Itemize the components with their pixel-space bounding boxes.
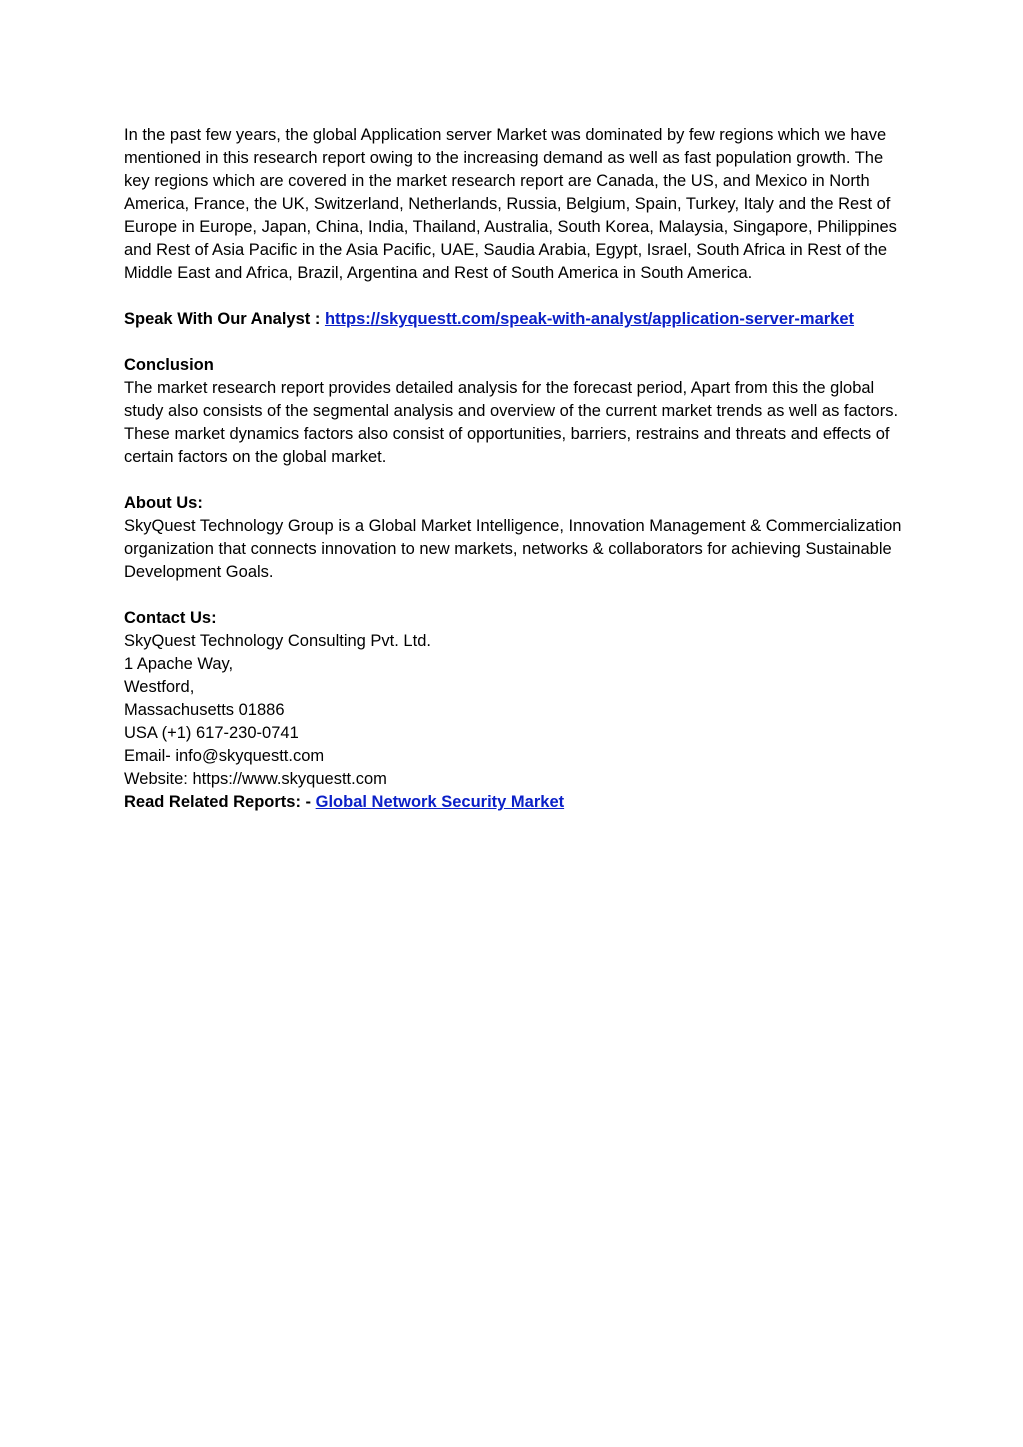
spacer	[124, 331, 904, 354]
related-reports-label: Read Related Reports: -	[124, 793, 316, 811]
analyst-link[interactable]: https://skyquestt.com/speak-with-analyst/application-server-market	[324, 310, 855, 328]
conclusion-paragraph: The market research report provides detailed analysis for the forecast period, Apart from this the global study also consists of the segmental analysis and overview of the current market trends as well as factors. These market dynamics factors also consist of opportunities, barriers, restrains and threats and effects of certain factors on the global market.	[124, 379, 899, 466]
related-report-link[interactable]: Global Network Security Market	[315, 793, 565, 811]
analyst-label: Speak With Our Analyst :	[124, 310, 325, 328]
contact-heading: Contact Us:	[124, 609, 217, 627]
contact-company: SkyQuest Technology Consulting Pvt. Ltd.	[124, 632, 431, 650]
conclusion-heading: Conclusion	[124, 356, 214, 374]
contact-city: Westford,	[124, 678, 195, 696]
contact-address: 1 Apache Way,	[124, 655, 234, 673]
about-paragraph: SkyQuest Technology Group is a Global Market Intelligence, Innovation Management & Commercialization organization that connects innovation to new markets, networks & collaborators for achieving Sustainable Development Goals.	[124, 517, 902, 581]
document-page	[124, 124, 904, 814]
analyst-line	[124, 308, 904, 331]
contact-website: Website: https://www.skyquestt.com	[124, 770, 387, 788]
spacer	[124, 285, 904, 308]
about-heading: About Us:	[124, 494, 203, 512]
related-reports-line	[124, 791, 904, 814]
contact-phone: USA (+1) 617-230-0741	[124, 724, 299, 742]
spacer	[124, 584, 904, 607]
spacer	[124, 469, 904, 492]
contact-email: Email- info@skyquestt.com	[124, 747, 325, 765]
intro-paragraph: In the past few years, the global Application server Market was dominated by few regions which we have mentioned in this research report owing to the increasing demand as well as fast population growth. The key regions which are covered in the market research report are Canada, the US, and Mexico in North America, France, the UK, Switzerland, Netherlands, Russia, Belgium, Spain, Turkey, Italy and the Rest of Europe in Europe, Japan, China, India, Thailand, Australia, South Korea, Malaysia, Singapore, Philippines and Rest of Asia Pacific in the Asia Pacific, UAE, Saudia Arabia, Egypt, Israel, South Africa in Rest of the Middle East and Africa, Brazil, Argentina and Rest of South America in South America.	[124, 126, 897, 282]
contact-state-zip: Massachusetts 01886	[124, 701, 285, 719]
